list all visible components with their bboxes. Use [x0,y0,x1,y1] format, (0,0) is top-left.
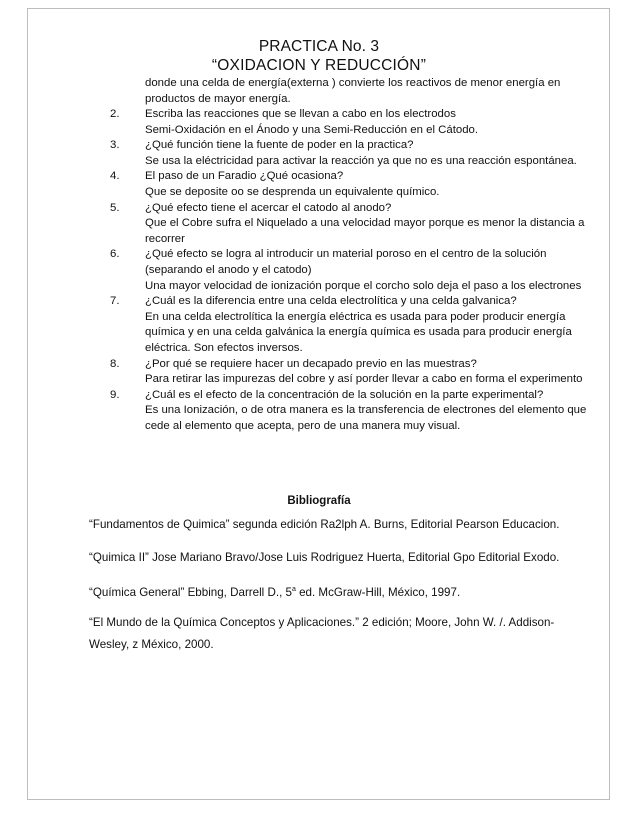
answer-text: Que se deposite oo se desprenda un equivalente químico. [145,185,440,198]
question-text: ¿Qué efecto se logra al introducir un material poroso en el centro de la solución (separando el anodo y el catodo) [145,248,547,276]
answer-text: Semi-Oxidación en el Ánodo y una Semi-Reducción en el Cátodo. [145,123,479,136]
list-item [110,247,600,294]
answer-text: Una mayor velocidad de ionización porque el corcho solo deja el paso a los electrones [145,279,582,292]
question-text: ¿Cuál es el efecto de la concentración de la solución en la parte experimental? [145,388,544,401]
question-number: 3. [110,139,120,152]
list-item [110,138,600,169]
question-number: 8. [110,357,120,370]
list-item [110,294,600,356]
question-number: 5. [110,201,120,214]
question-list [110,107,600,434]
superscript: a [291,586,296,594]
question-number: 2. [110,108,120,120]
bibliography-entry-text: ed. McGraw-Hill, México, 1997. [295,586,461,599]
bibliography-heading: Bibliografía [287,495,351,507]
answer-text: Es una Ionización, o de otra manera es la transferencia de electrones del elemento que cede al elemento que acepta, pero de una manera muy visual. [145,404,587,432]
question-number: 9. [110,388,120,401]
question-number: 6. [110,248,120,261]
bibliography-entry-text: “Química General” Ebbing, Darrell D., 5 [89,586,292,599]
bibliography-entry: “El Mundo de la Química Conceptos y Aplicaciones.” 2 edición; Moore, John W. /. Addison-Wesley, z México, 2000. [89,616,555,651]
question-text: ¿Por qué se requiere hacer un decapado previo en las muestras? [145,357,477,370]
list-item [110,201,600,248]
question-text: ¿Cuál es la diferencia entre una celda electrolítica y una celda galvanica? [145,295,517,308]
bibliography-entry [89,582,589,604]
answer-text: Que el Cobre sufra el Niquelado a una velocidad mayor porque es menor la distancia a recorrer [145,217,585,245]
page-subtitle: “OXIDACION Y REDUCCIÓN” [211,57,427,74]
question-text: El paso de un Faradio ¿Qué ocasiona? [145,170,344,183]
page-title: PRACTICA No. 3 [258,38,380,55]
question-text: Escriba las reacciones que se llevan a cabo en los electrodos [145,108,456,120]
bibliography-entry: “Fundamentos de Quimica” segunda edición Ra2lph A. Burns, Editorial Pearson Educacion. [89,518,560,531]
list-item [110,107,600,138]
list-item [110,357,600,388]
answer-text: En una celda electrolítica la energía eléctrica es usada para poder producir energía química y en una celda galvánica la energía química es usada para producir energía eléctrica. Son efectos inversos. [145,310,572,354]
question-text: ¿Qué efecto tiene el acercar el catodo al anodo? [145,201,392,214]
bibliography-entry: “Quimica II” Jose Mariano Bravo/Jose Luis Rodriguez Huerta, Editorial Gpo Editorial Exodo. [89,551,560,564]
question-number: 7. [110,295,120,308]
question-number: 4. [110,170,120,183]
list-item [110,169,600,200]
intro-paragraph: donde una celda de energía(externa ) convierte los reactivos de menor energía en productos de mayor energía. [145,77,561,105]
list-item [110,388,600,435]
answer-text: Se usa la eléctricidad para activar la reacción ya que no es una reacción espontánea. [145,154,577,167]
question-text: ¿Qué función tiene la fuente de poder en la practica? [145,139,414,152]
answer-text: Para retirar las impurezas del cobre y así porder llevar a cabo en forma el experimento [145,373,583,386]
